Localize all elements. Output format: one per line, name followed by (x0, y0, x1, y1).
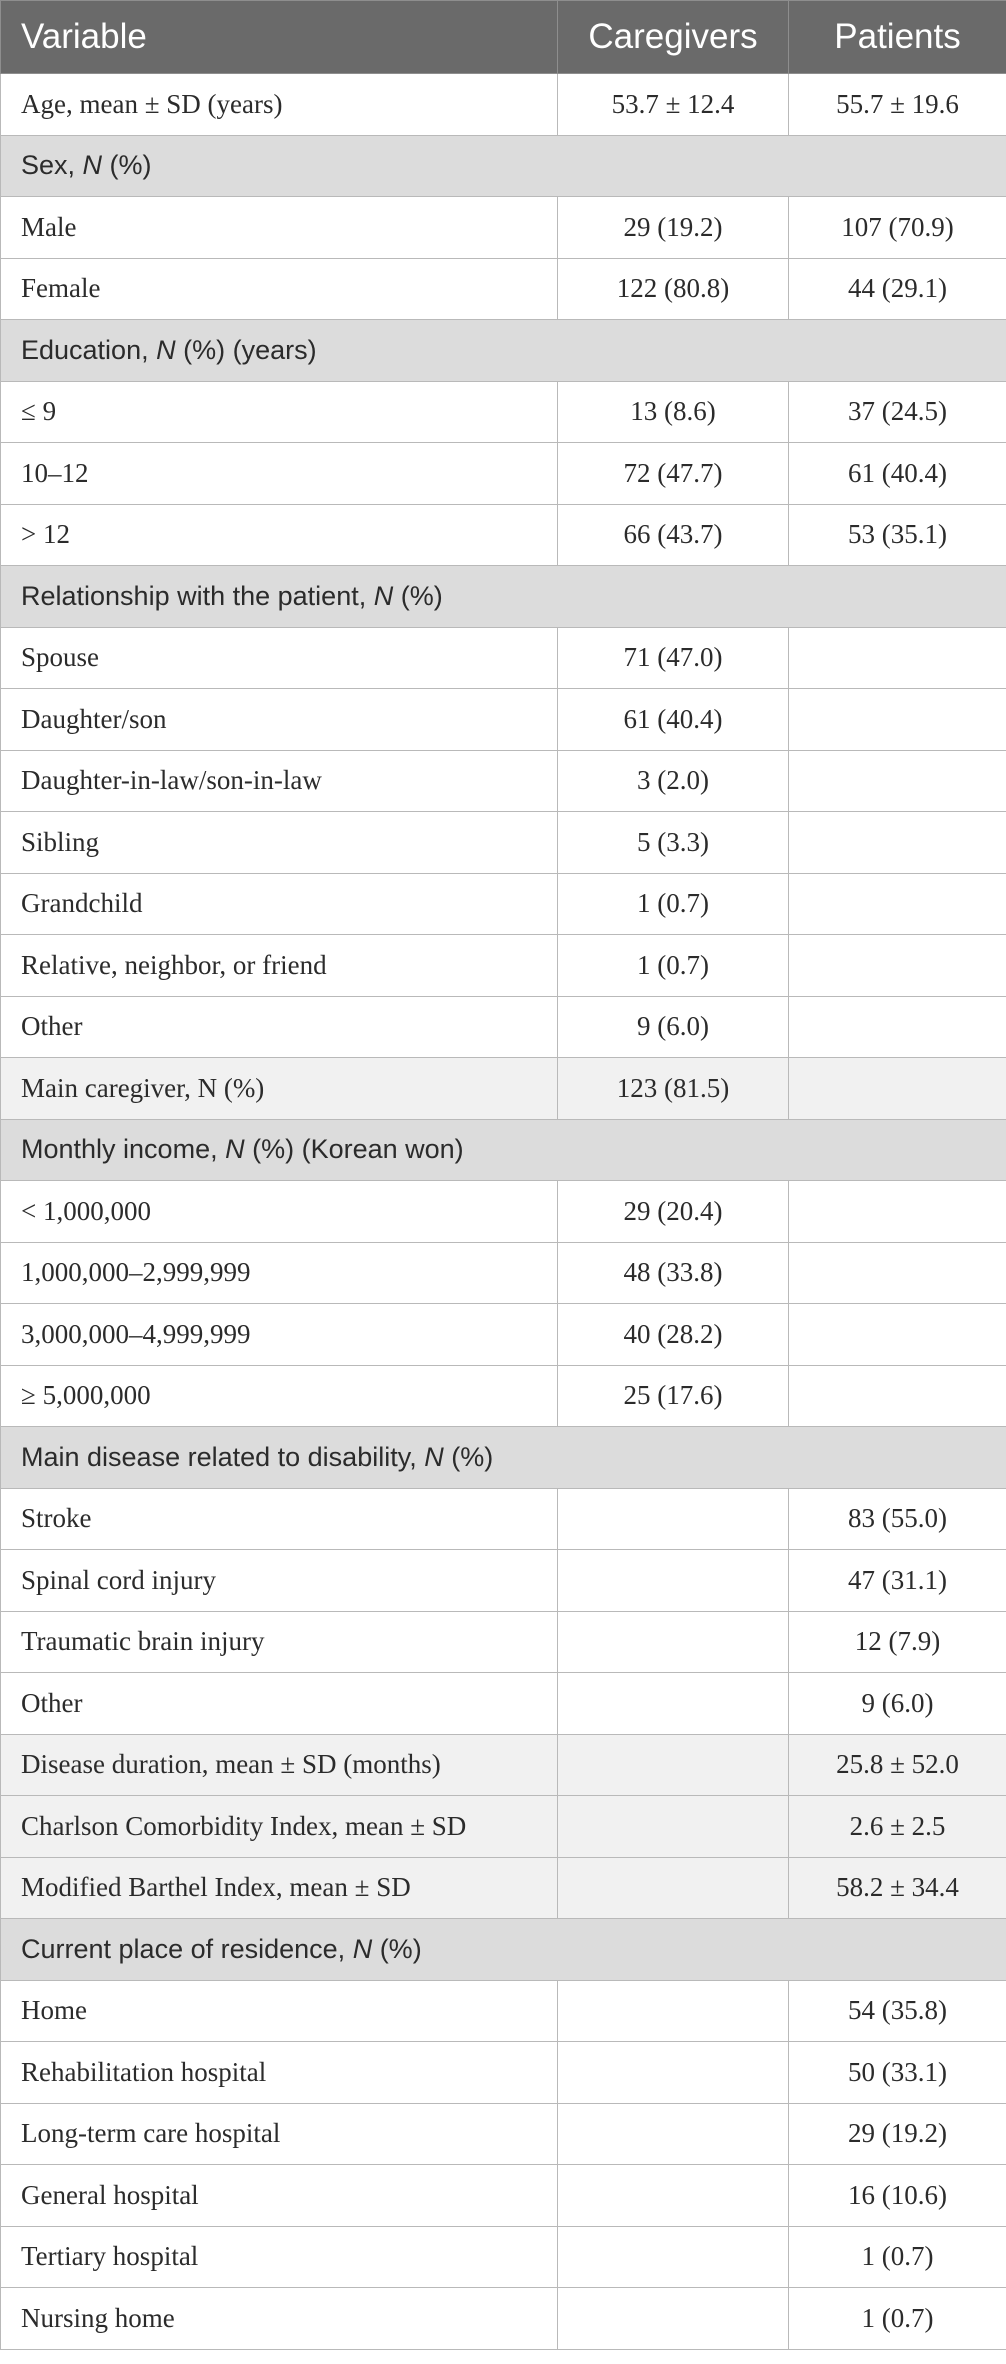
table-row (1, 2165, 1006, 2227)
row-label: Male (1, 197, 558, 259)
row-label: < 1,000,000 (1, 1181, 558, 1243)
section-label-n: N (156, 334, 176, 365)
patients-value: 54 (35.8) (789, 1980, 1006, 2042)
caregivers-value (558, 1550, 789, 1612)
table-row (1, 1242, 1006, 1304)
caregivers-value (558, 2226, 789, 2288)
section-label-before: Relationship with the patient, (21, 580, 374, 611)
row-label: > 12 (1, 504, 558, 566)
patients-value: 107 (70.9) (789, 197, 1006, 259)
section-label-after: (%) (years) (175, 334, 317, 365)
section-label (1, 1119, 1006, 1181)
caregivers-value: 3 (2.0) (558, 750, 789, 812)
table-row (1, 873, 1006, 935)
patients-value: 53 (35.1) (789, 504, 1006, 566)
patients-value: 29 (19.2) (789, 2103, 1006, 2165)
caregivers-value: 123 (81.5) (558, 1058, 789, 1120)
caregivers-value: 72 (47.7) (558, 443, 789, 505)
caregivers-value (558, 1980, 789, 2042)
row-label: Spinal cord injury (1, 1550, 558, 1612)
caregivers-value: 9 (6.0) (558, 996, 789, 1058)
row-label: Other (1, 1673, 558, 1735)
patients-value: 83 (55.0) (789, 1488, 1006, 1550)
patients-value: 12 (7.9) (789, 1611, 1006, 1673)
caregivers-value: 25 (17.6) (558, 1365, 789, 1427)
caregivers-value (558, 1857, 789, 1919)
section-label-n: N (424, 1441, 444, 1472)
row-label: Stroke (1, 1488, 558, 1550)
patients-value (789, 1058, 1006, 1120)
table-row (1, 504, 1006, 566)
section-label (1, 320, 1006, 382)
row-label: Main caregiver, N (%) (1, 1058, 558, 1120)
caregivers-value (558, 1673, 789, 1735)
table-body (1, 74, 1006, 2350)
section-label-before: Sex, (21, 150, 83, 181)
row-label: Tertiary hospital (1, 2226, 558, 2288)
section-row (1, 1919, 1006, 1981)
table-row (1, 1857, 1006, 1919)
patients-value (789, 935, 1006, 997)
caregivers-value: 1 (0.7) (558, 873, 789, 935)
row-label: Female (1, 258, 558, 320)
patients-value: 61 (40.4) (789, 443, 1006, 505)
row-label: General hospital (1, 2165, 558, 2227)
table-row (1, 1734, 1006, 1796)
header-variable: Variable (1, 1, 558, 74)
caregivers-value: 122 (80.8) (558, 258, 789, 320)
caregivers-value (558, 2288, 789, 2350)
table-row (1, 1611, 1006, 1673)
patients-value: 44 (29.1) (789, 258, 1006, 320)
section-label-n: N (373, 580, 394, 611)
patients-value (789, 689, 1006, 751)
table-row (1, 1673, 1006, 1735)
table-row (1, 1058, 1006, 1120)
row-label: Traumatic brain injury (1, 1611, 558, 1673)
section-label-n: N (352, 1933, 373, 1964)
row-label: Spouse (1, 627, 558, 689)
section-label (1, 1919, 1006, 1981)
section-label-n: N (82, 150, 103, 181)
table-row (1, 1488, 1006, 1550)
row-label: ≤ 9 (1, 381, 558, 443)
caregivers-value: 1 (0.7) (558, 935, 789, 997)
row-label: Modified Barthel Index, mean ± SD (1, 1857, 558, 1919)
patients-value: 58.2 ± 34.4 (789, 1857, 1006, 1919)
caregivers-value (558, 1734, 789, 1796)
section-label-after: (%) (102, 150, 152, 181)
patients-value (789, 996, 1006, 1058)
patients-value (789, 627, 1006, 689)
table-row (1, 1550, 1006, 1612)
table-row (1, 627, 1006, 689)
row-label: ≥ 5,000,000 (1, 1365, 558, 1427)
table-row (1, 74, 1006, 136)
section-label (1, 135, 1006, 197)
section-label-after: (%) (393, 580, 443, 611)
table-row (1, 996, 1006, 1058)
patients-value (789, 1304, 1006, 1366)
patients-value: 47 (31.1) (789, 1550, 1006, 1612)
header-caregivers: Caregivers (558, 1, 789, 74)
row-label: Relative, neighbor, or friend (1, 935, 558, 997)
section-label-before: Current place of residence, (21, 1933, 353, 1964)
table-row (1, 1304, 1006, 1366)
row-label: Daughter/son (1, 689, 558, 751)
row-label: Home (1, 1980, 558, 2042)
section-row (1, 1427, 1006, 1489)
caregivers-value: 13 (8.6) (558, 381, 789, 443)
caregivers-value (558, 2103, 789, 2165)
row-label: Long-term care hospital (1, 2103, 558, 2165)
table-row (1, 2226, 1006, 2288)
patients-value: 16 (10.6) (789, 2165, 1006, 2227)
section-label-after: (%) (Korean won) (244, 1134, 464, 1165)
caregivers-value: 61 (40.4) (558, 689, 789, 751)
row-label: Rehabilitation hospital (1, 2042, 558, 2104)
patients-value: 9 (6.0) (789, 1673, 1006, 1735)
section-label-after: (%) (372, 1933, 422, 1964)
caregivers-value: 29 (20.4) (558, 1181, 789, 1243)
patients-value: 1 (0.7) (789, 2226, 1006, 2288)
table-row (1, 2103, 1006, 2165)
table-row (1, 2288, 1006, 2350)
section-row (1, 320, 1006, 382)
table-row (1, 1181, 1006, 1243)
patients-value (789, 812, 1006, 874)
section-row (1, 135, 1006, 197)
patients-value: 55.7 ± 19.6 (789, 74, 1006, 136)
table-row (1, 1365, 1006, 1427)
row-label: Daughter-in-law/son-in-law (1, 750, 558, 812)
table-row (1, 1980, 1006, 2042)
patients-value: 25.8 ± 52.0 (789, 1734, 1006, 1796)
table-row (1, 1796, 1006, 1858)
row-label: Age, mean ± SD (years) (1, 74, 558, 136)
row-label: Grandchild (1, 873, 558, 935)
caregivers-value: 29 (19.2) (558, 197, 789, 259)
row-label: 1,000,000–2,999,999 (1, 1242, 558, 1304)
header-patients: Patients (789, 1, 1006, 74)
section-label-n: N (225, 1134, 245, 1165)
caregivers-value: 40 (28.2) (558, 1304, 789, 1366)
row-label: Sibling (1, 812, 558, 874)
patients-value (789, 873, 1006, 935)
section-label (1, 1427, 1006, 1489)
table-row (1, 443, 1006, 505)
section-label (1, 566, 1006, 628)
patients-value: 50 (33.1) (789, 2042, 1006, 2104)
caregivers-value (558, 1488, 789, 1550)
table-row (1, 689, 1006, 751)
patients-value (789, 750, 1006, 812)
patients-value: 2.6 ± 2.5 (789, 1796, 1006, 1858)
section-row (1, 566, 1006, 628)
row-label: 10–12 (1, 443, 558, 505)
table-row (1, 935, 1006, 997)
patients-value (789, 1242, 1006, 1304)
table-row (1, 2042, 1006, 2104)
caregivers-value (558, 2165, 789, 2227)
row-label: 3,000,000–4,999,999 (1, 1304, 558, 1366)
caregivers-value: 71 (47.0) (558, 627, 789, 689)
row-label: Other (1, 996, 558, 1058)
table-row (1, 812, 1006, 874)
caregivers-value (558, 2042, 789, 2104)
patients-value (789, 1181, 1006, 1243)
row-label: Disease duration, mean ± SD (months) (1, 1734, 558, 1796)
patients-value: 37 (24.5) (789, 381, 1006, 443)
caregivers-value: 5 (3.3) (558, 812, 789, 874)
row-label: Nursing home (1, 2288, 558, 2350)
section-row (1, 1119, 1006, 1181)
section-label-before: Monthly income, (21, 1134, 226, 1165)
table-row (1, 258, 1006, 320)
section-label-before: Main disease related to disability, (21, 1441, 425, 1472)
caregivers-value: 48 (33.8) (558, 1242, 789, 1304)
table-row (1, 197, 1006, 259)
caregivers-value (558, 1611, 789, 1673)
patients-value (789, 1365, 1006, 1427)
table-row (1, 381, 1006, 443)
caregivers-value: 66 (43.7) (558, 504, 789, 566)
table-row (1, 750, 1006, 812)
section-label-before: Education, (21, 334, 157, 365)
table-header-row (1, 1, 1006, 74)
section-label-after: (%) (443, 1441, 494, 1472)
row-label: Charlson Comorbidity Index, mean ± SD (1, 1796, 558, 1858)
caregivers-value (558, 1796, 789, 1858)
patients-value: 1 (0.7) (789, 2288, 1006, 2350)
caregivers-value: 53.7 ± 12.4 (558, 74, 789, 136)
